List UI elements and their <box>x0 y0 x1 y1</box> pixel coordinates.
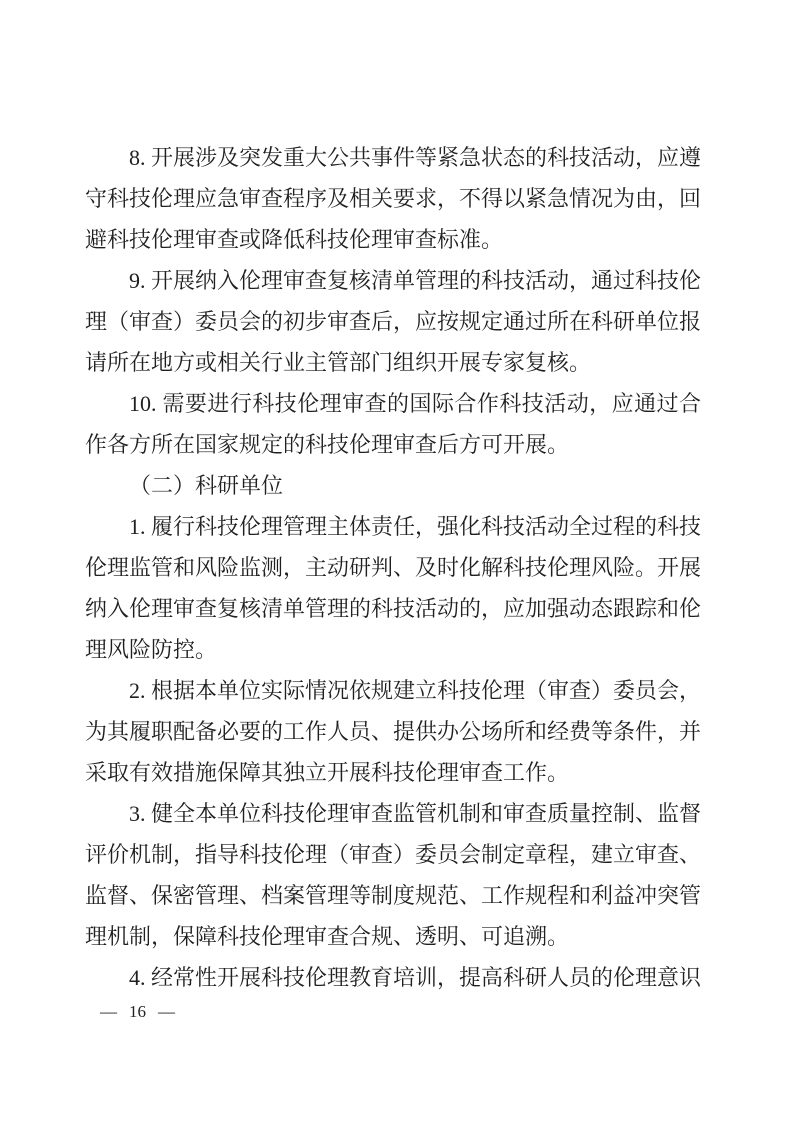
body-paragraph-item-4: 4. 经常性开展科技伦理教育培训，提高科研人员的伦理意识 <box>129 965 702 990</box>
page-number <box>100 1000 175 1024</box>
page-number-left-dash: — <box>100 1002 117 1021</box>
body-paragraph-item-8: 8. 开展涉及突发重大公共事件等紧急状态的科技活动，应遵守科技伦理应急审查程序及相关要求，不得以紧急情况为由，回避科技伦理审查或降低科技伦理审查标准。 <box>85 145 702 252</box>
body-paragraph-item-9: 9. 开展纳入伦理审查复核清单管理的科技活动，通过科技伦理（审查）委员会的初步审查后，应按规定通过所在科研单位报请所在地方或相关行业主管部门组织开展专家复核。 <box>85 268 702 375</box>
page-number-value: 16 <box>129 1002 146 1021</box>
body-paragraph-item-2: 2. 根据本单位实际情况依规建立科技伦理（审查）委员会，为其履职配备必要的工作人员、提供办公场所和经费等条件，并采取有效措施保障其独立开展科技伦理审查工作。 <box>85 678 702 785</box>
body-paragraph-item-3: 3. 健全本单位科技伦理审查监管机制和审查质量控制、监督评价机制，指导科技伦理（审查）委员会制定章程，建立审查、监督、保密管理、档案管理等制度规范、工作规程和利益冲突管理机制，保障科技伦理审查合规、透明、可追溯。 <box>85 801 702 949</box>
body-paragraph-item-1: 1. 履行科技伦理管理主体责任，强化科技活动全过程的科技伦理监管和风险监测，主动研判、及时化解科技伦理风险。开展纳入伦理审查复核清单管理的科技活动的，应加强动态跟踪和伦理风险防控。 <box>85 514 702 662</box>
body-paragraph-item-10: 10. 需要进行科技伦理审查的国际合作科技活动，应通过合作各方所在国家规定的科技伦理审查后方可开展。 <box>85 391 701 457</box>
document-body <box>85 137 701 998</box>
section-heading-research-units: （二）科研单位 <box>129 473 284 498</box>
page-number-right-dash: — <box>158 1002 175 1021</box>
